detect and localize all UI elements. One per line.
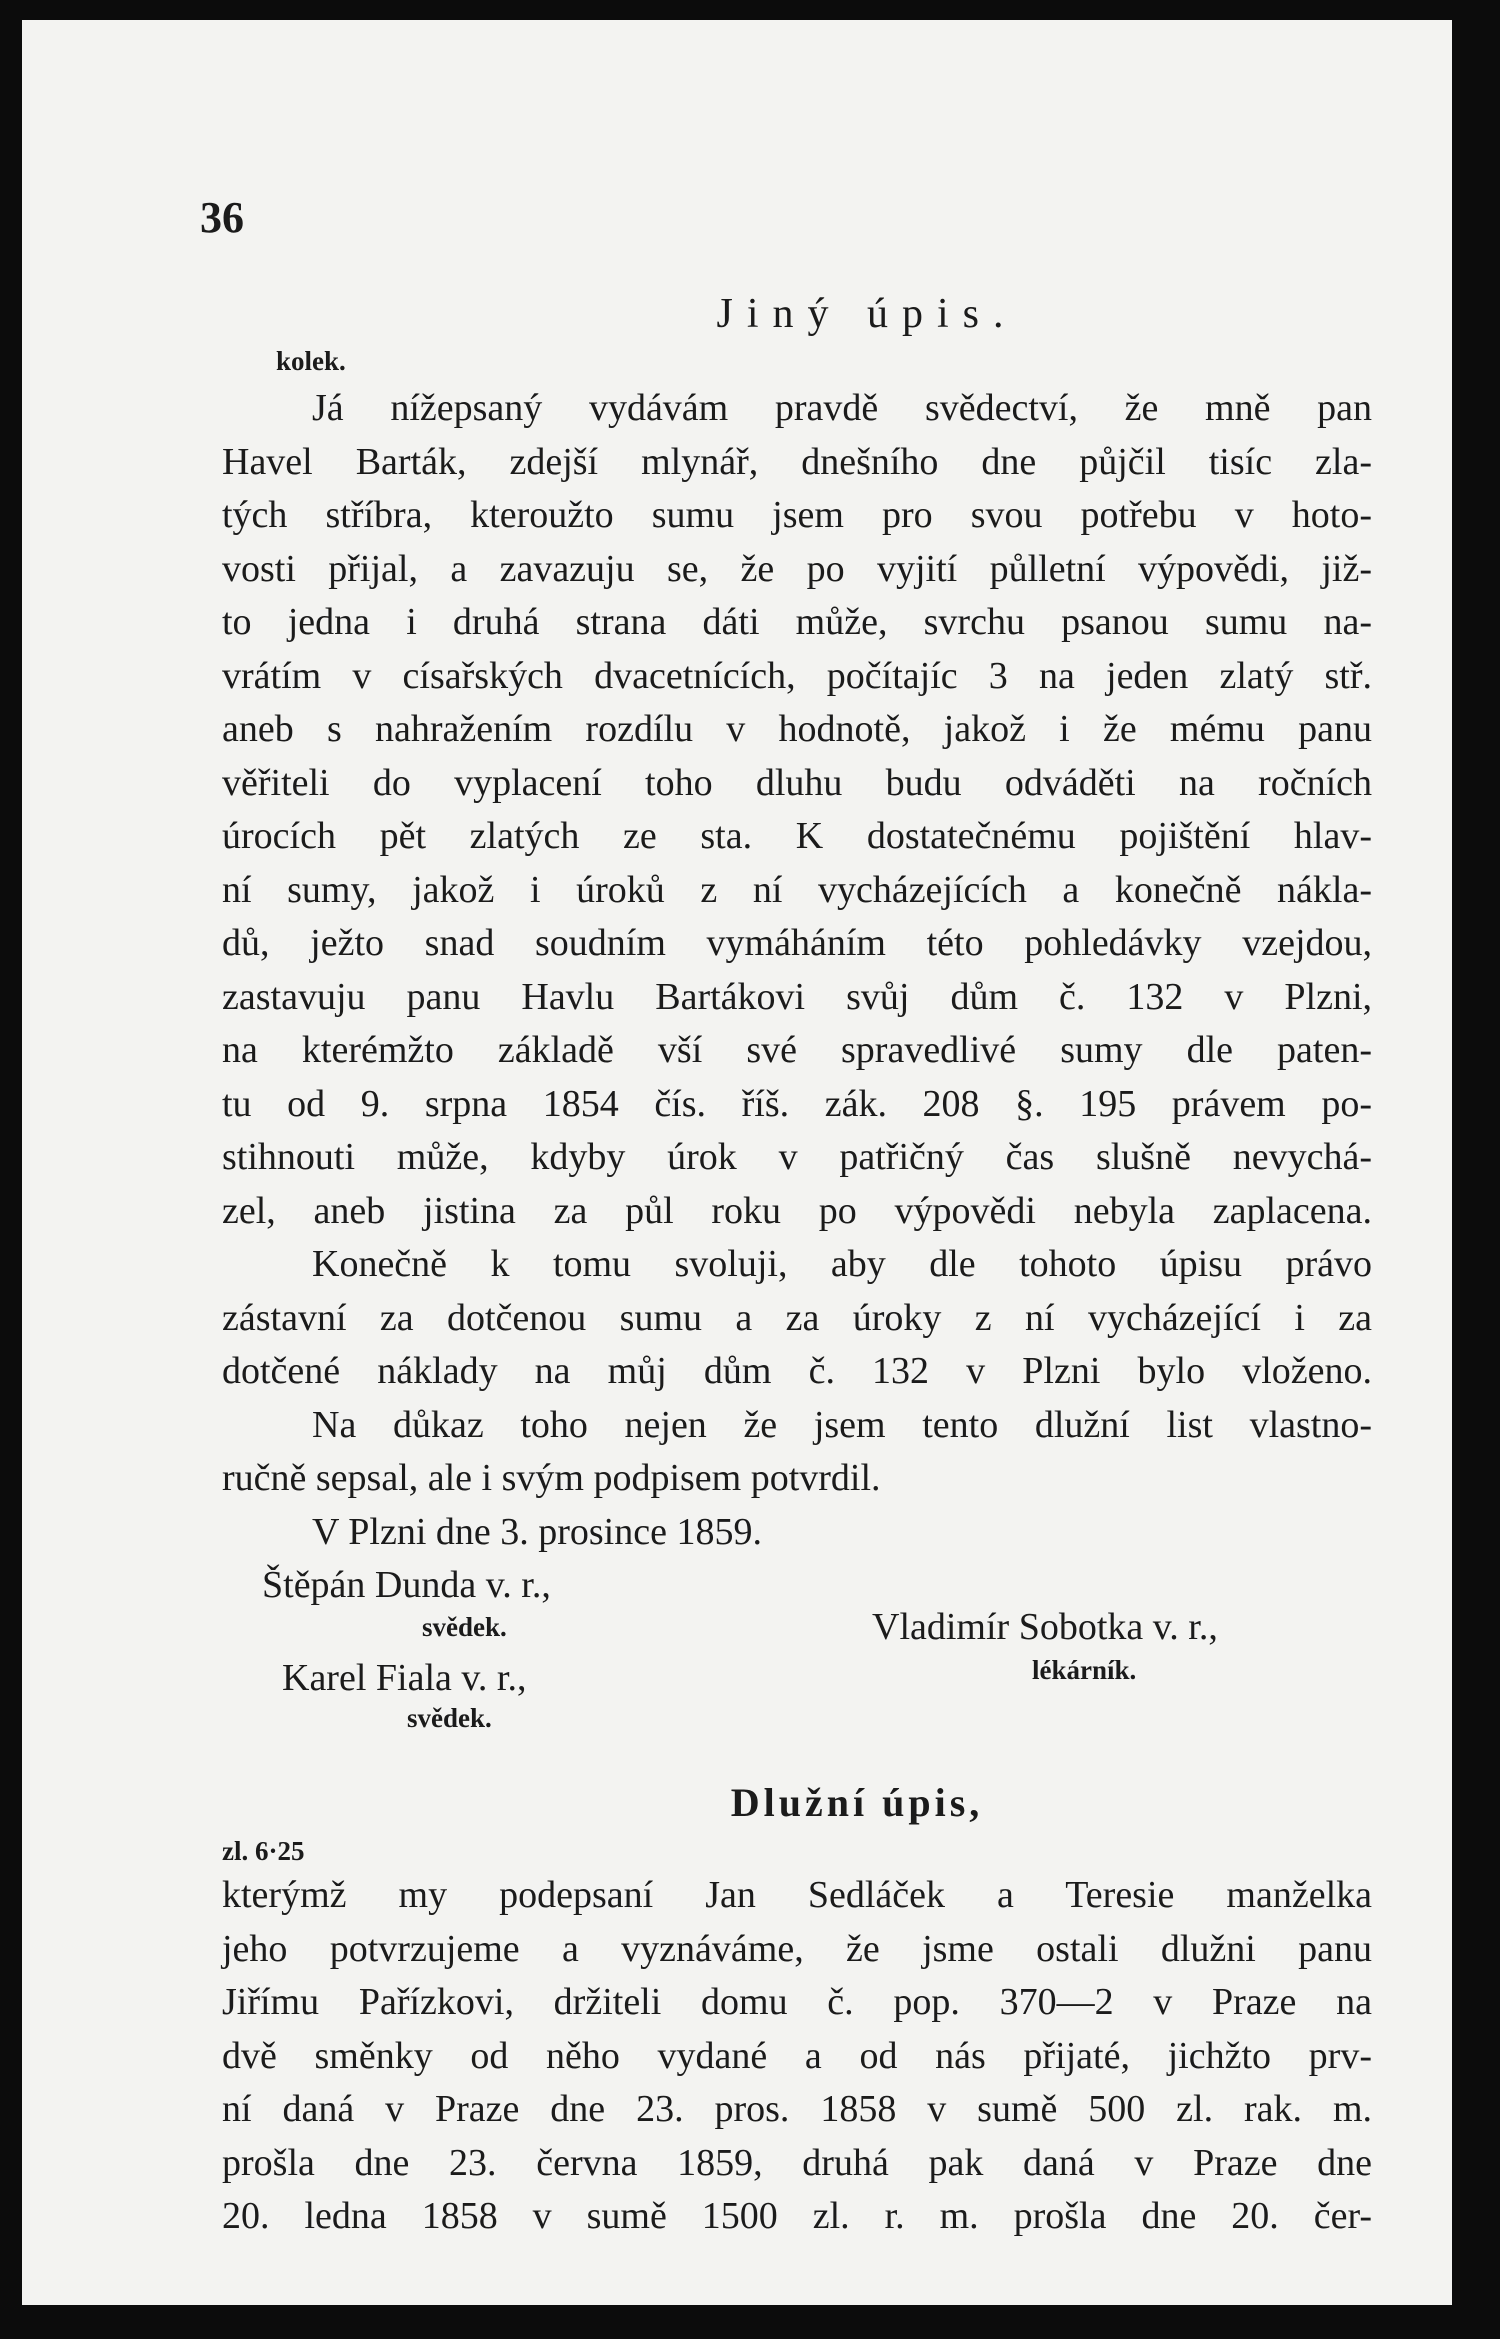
text-line: Konečně k tomu svoluji, aby dle tohoto úpisu právo (312, 1243, 1372, 1285)
section-heading: Jiný úpis. (716, 291, 1018, 337)
section-heading-2: Dlužní úpis, (730, 1780, 984, 1825)
text-line: tých stříbra, kteroužto sumu jsem pro svou potřebu v hoto- (222, 494, 1372, 536)
page-number: 36 (200, 193, 244, 242)
text-line: Na důkaz toho nejen že jsem tento dlužní list vlastno- (312, 1403, 1372, 1446)
text-line: zastavuju panu Havlu Bartákovi svůj dům č. 132 v Plzni, (222, 975, 1372, 1018)
book-page (22, 20, 1452, 2305)
text-line: na kterémžto základě vší své spravedlivé sumy dle paten- (222, 1029, 1372, 1071)
text-line: vrátím v císařských dvacetnících, počítajíc 3 na jeden zlatý stř. (222, 654, 1372, 697)
text-line: ní daná v Praze dne 23. pros. 1858 v sumě 500 zl. rak. m. (222, 2088, 1372, 2130)
debtor-role: lékárník. (1032, 1655, 1137, 1685)
text-line: stihnouti může, kdyby úrok v patřičný čas slušně nevychá- (222, 1136, 1372, 1178)
witness1-name: Štěpán Dunda v. r., (262, 1564, 551, 1606)
text-line: Já nížepsaný vydávám pravdě svědectví, že mně pan (312, 387, 1372, 429)
text-line: to jedna i druhá strana dáti může, svrchu psanou sumu na- (222, 601, 1372, 643)
debtor-name: Vladimír Sobotka v. r., (872, 1605, 1218, 1648)
signature-row-3 (222, 1655, 1372, 1720)
text-line: jeho potvrzujeme a vyznáváme, že jsme ostali dlužni panu (222, 1927, 1372, 1970)
amount-note: zl. 6·25 (222, 1836, 305, 1866)
text-line: kterýmž my podepsaní Jan Sedláček a Teresie manželka (222, 1874, 1372, 1916)
witness2-name: Karel Fiala v. r., (282, 1657, 527, 1699)
text-line: dotčené náklady na můj dům č. 132 v Plzni bylo vloženo. (222, 1350, 1372, 1392)
text-line: úrocích pět zlatých ze sta. K dostatečnému pojištění hlav- (222, 815, 1372, 857)
witness2-role: svědek. (407, 1702, 492, 1733)
text-line: vosti přijal, a zavazuju se, že po vyjití půlletní výpovědi, již- (222, 547, 1372, 590)
text-line: dvě směnky od něho vydané a od nás přijaté, jichžto prv- (222, 2034, 1372, 2077)
text-line: Havel Barták, zdejší mlynář, dnešního dne půjčil tisíc zla- (222, 440, 1372, 483)
text-line: aneb s nahražením rozdílu v hodnotě, jakož i že mému panu (222, 708, 1372, 750)
text-line: prošla dne 23. června 1859, druhá pak daná v Praze dne (222, 2141, 1372, 2184)
date-line: V Plzni dne 3. prosince 1859. (312, 1510, 762, 1553)
text-line: zástavní za dotčenou sumu a za úroky z ní vycházející i za (222, 1296, 1372, 1339)
signature-row-4 (222, 1702, 1372, 1774)
text-line: ní sumy, jakož i úroků z ní vycházejících a konečně nákla- (222, 868, 1372, 911)
text-line: věřiteli do vyplacení toho dluhu budu odváděti na ročních (222, 761, 1372, 804)
witness1-role: svědek. (422, 1611, 507, 1642)
margin-note: kolek. (276, 346, 346, 376)
text-line: dů, ježto snad soudním vymáháním této pohledávky vzejdou, (222, 922, 1372, 964)
text-line: 20. ledna 1858 v sumě 1500 zl. r. m. prošla dne 20. čer- (222, 2195, 1372, 2237)
text-line: tu od 9. srpna 1854 čís. říš. zák. 208 §. 195 právem po- (222, 1082, 1372, 1125)
text-line: ručně sepsal, ale i svým podpisem potvrdil. (222, 1457, 881, 1499)
text-line: zel, aneb jistina za půl roku po výpovědi nebyla zaplacena. (222, 1189, 1372, 1232)
text-line: Jiřímu Pařízkovi, držiteli domu č. pop. 370—2 v Praze na (222, 1981, 1372, 2023)
text-block (222, 290, 1372, 2244)
